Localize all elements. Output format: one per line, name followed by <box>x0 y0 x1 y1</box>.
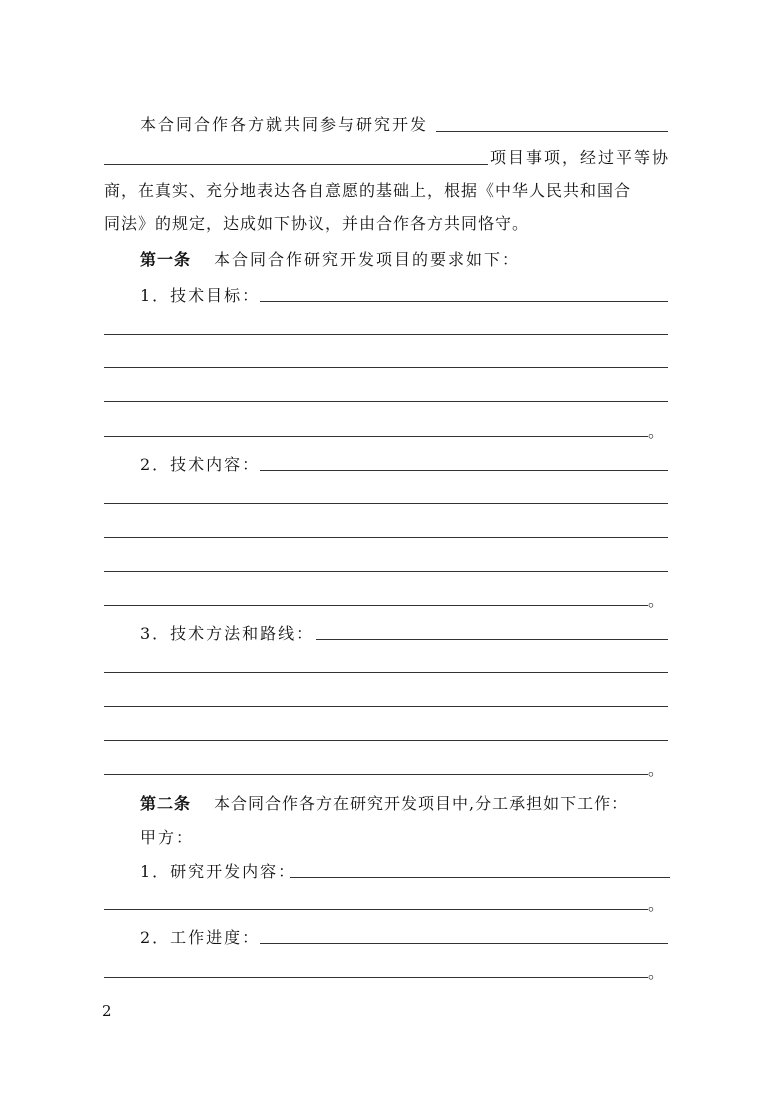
page-number: 2 <box>102 1002 112 1020</box>
tech-content-blank-5[interactable] <box>104 605 648 606</box>
tech-method-period: 。 <box>648 760 665 779</box>
intro-line-1: 本合同合作各方就共同参与研究开发 <box>140 115 429 134</box>
tech-content-blank-3[interactable] <box>104 537 668 538</box>
research-content-blank-1[interactable] <box>290 877 670 878</box>
article-2-text: 本合同合作各方在研究开发项目中,分工承担如下工作： <box>214 794 629 813</box>
tech-content-label: 2．技术内容： <box>140 455 261 474</box>
work-schedule-blank-1[interactable] <box>260 943 668 944</box>
tech-content-period: 。 <box>648 591 665 610</box>
project-name-blank-2[interactable] <box>104 164 488 165</box>
research-content-period: 。 <box>648 895 665 914</box>
work-schedule-label: 2．工作进度： <box>140 928 261 947</box>
tech-method-blank-4[interactable] <box>104 740 668 741</box>
tech-content-blank-4[interactable] <box>104 571 668 572</box>
party-a-label: 甲方： <box>140 828 195 847</box>
tech-content-blank-2[interactable] <box>104 503 668 504</box>
tech-objective-period: 。 <box>648 422 665 441</box>
tech-method-blank-2[interactable] <box>104 672 668 673</box>
research-content-blank-2[interactable] <box>104 909 648 910</box>
work-schedule-period: 。 <box>648 963 665 982</box>
tech-content-blank-1[interactable] <box>260 470 668 471</box>
tech-method-blank-1[interactable] <box>316 639 668 640</box>
article-1-text: 本合同合作研究开发项目的要求如下： <box>214 250 521 269</box>
tech-objective-blank-1[interactable] <box>260 301 668 302</box>
work-schedule-blank-2[interactable] <box>104 977 648 978</box>
tech-method-blank-3[interactable] <box>104 706 668 707</box>
tech-objective-label: 1．技术目标： <box>140 286 261 305</box>
intro-line-3: 商，在真实、充分地表达各自意愿的基础上，根据《中华人民共和国合 <box>104 181 632 200</box>
tech-objective-blank-5[interactable] <box>104 436 648 437</box>
tech-objective-blank-2[interactable] <box>104 334 668 335</box>
intro-line-4: 同法》的规定，达成如下协议，并由合作各方共同恪守。 <box>104 214 530 233</box>
research-content-label: 1．研究开发内容： <box>140 862 297 881</box>
article-1-heading: 第一条 <box>140 250 192 269</box>
intro-line-2-tail: 项目事项，经过平等协 <box>490 148 671 167</box>
article-2-heading: 第二条 <box>140 794 192 813</box>
project-name-blank-1[interactable] <box>436 131 668 132</box>
tech-method-blank-5[interactable] <box>104 774 648 775</box>
tech-objective-blank-4[interactable] <box>104 401 668 402</box>
tech-method-label: 3．技术方法和路线： <box>140 624 315 643</box>
tech-objective-blank-3[interactable] <box>104 367 668 368</box>
